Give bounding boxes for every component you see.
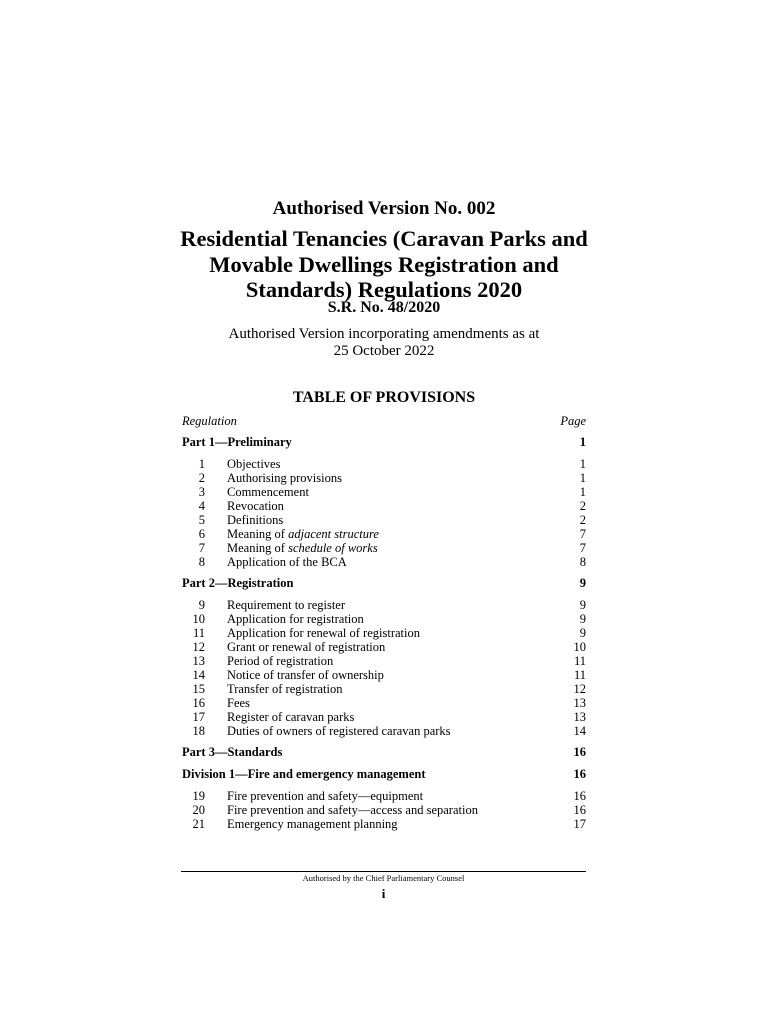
toc-part-2[interactable]: [182, 576, 586, 591]
page-number: 14: [573, 724, 586, 738]
regulation-number: 2: [198, 471, 205, 485]
toc-row[interactable]: [182, 555, 586, 569]
toc-row[interactable]: [182, 541, 586, 555]
title-line-2: Movable Dwellings Registration and: [209, 251, 559, 277]
regulation-title: Commencement: [227, 485, 309, 499]
regulation-title: Notice of transfer of ownership: [227, 668, 384, 682]
part-page: 9: [579, 576, 586, 590]
toc-row[interactable]: [182, 789, 586, 803]
toc-row[interactable]: [182, 527, 586, 541]
title-line-3: Standards) Regulations 2020: [245, 277, 523, 302]
regulation-title: Application for registration: [227, 612, 364, 626]
regulation-number: 5: [198, 513, 205, 527]
page-number: 1: [579, 457, 586, 471]
part-label: Part 1—Preliminary: [182, 435, 292, 449]
part-1-items: [182, 457, 586, 569]
sr-number: S.R. No. 48/2020: [327, 299, 441, 316]
regulation-title: Revocation: [227, 499, 284, 513]
regulation-title: Duties of owners of registered caravan parks: [227, 724, 451, 738]
page-number: 1: [579, 471, 586, 485]
regulation-number: 7: [198, 541, 205, 555]
regulation-number: 14: [192, 668, 205, 682]
title-prefix: Meaning of: [227, 527, 289, 541]
regulation-title: Definitions: [227, 513, 284, 527]
regulation-number: 17: [192, 710, 205, 724]
regulation-number: 6: [198, 527, 205, 541]
page-number: 8: [579, 555, 586, 569]
toc-part-1[interactable]: [182, 435, 586, 450]
defined-term: schedule of works: [288, 541, 378, 555]
page-number: 1: [579, 485, 586, 499]
toc-row[interactable]: [182, 640, 586, 654]
division-1-items: [182, 789, 586, 831]
toc-row[interactable]: [182, 612, 586, 626]
document-title: [0, 226, 768, 303]
regulation-number: 4: [198, 499, 205, 513]
toc-row[interactable]: [182, 668, 586, 682]
page-number: 10: [573, 640, 586, 654]
toc-row[interactable]: [182, 457, 586, 471]
toc-row[interactable]: [182, 682, 586, 696]
page-number: 9: [579, 598, 586, 612]
page-column-header: Page: [560, 414, 586, 428]
page-number: 7: [579, 527, 586, 541]
footer-divider: [181, 871, 586, 872]
page-number: 9: [579, 626, 586, 640]
regulation-title: Emergency management planning: [227, 817, 398, 831]
regulation-number: 19: [192, 789, 205, 803]
regulation-title: Application for renewal of registration: [227, 626, 420, 640]
toc-row[interactable]: [182, 696, 586, 710]
toc-row[interactable]: [182, 485, 586, 499]
regulation-title: [227, 541, 378, 555]
page-number: 2: [579, 499, 586, 513]
page-number: 2: [579, 513, 586, 527]
part-page: 16: [573, 745, 586, 759]
page-number: 12: [573, 682, 586, 696]
regulation-title: [227, 527, 379, 541]
defined-term: adjacent structure: [288, 527, 379, 541]
toc-row[interactable]: [182, 803, 586, 817]
regulation-title: Authorising provisions: [227, 471, 342, 485]
toc-row[interactable]: [182, 626, 586, 640]
table-of-provisions: [182, 414, 586, 831]
page-number: 16: [573, 803, 586, 817]
page-number-footer: i: [381, 886, 386, 901]
regulation-title: Fire prevention and safety—access and separation: [227, 803, 478, 817]
regulation-number: 8: [198, 555, 205, 569]
toc-row[interactable]: [182, 471, 586, 485]
division-page: 16: [573, 767, 586, 781]
toc-row[interactable]: [182, 724, 586, 738]
part-label: Part 3—Standards: [182, 745, 283, 759]
toc-row[interactable]: [182, 598, 586, 612]
regulation-column-header: Regulation: [182, 414, 237, 428]
regulation-number: 21: [192, 817, 205, 831]
toc-division-1[interactable]: [182, 767, 586, 782]
regulation-number: 1: [198, 457, 205, 471]
regulation-title: Register of caravan parks: [227, 710, 355, 724]
authorised-version: Authorised Version No. 002: [272, 198, 496, 219]
part-page: 1: [579, 435, 586, 449]
toc-heading: TABLE OF PROVISIONS: [292, 389, 476, 406]
toc-row[interactable]: [182, 513, 586, 527]
regulation-title: Application of the BCA: [227, 555, 347, 569]
regulation-title: Fees: [227, 696, 250, 710]
toc-column-headers: [182, 414, 586, 428]
toc-row[interactable]: [182, 654, 586, 668]
part-label: Part 2—Registration: [182, 576, 294, 590]
regulation-title: Requirement to register: [227, 598, 346, 612]
page-number: 13: [573, 710, 586, 724]
regulation-number: 12: [192, 640, 205, 654]
title-prefix: Meaning of: [227, 541, 289, 555]
regulation-title: Fire prevention and safety—equipment: [227, 789, 424, 803]
regulation-number: 10: [192, 612, 205, 626]
page-number: 11: [573, 654, 586, 668]
page-number: 13: [573, 696, 586, 710]
regulation-number: 15: [192, 682, 205, 696]
page-number: 9: [579, 612, 586, 626]
page-number: 17: [573, 817, 586, 831]
page-number: 11: [573, 668, 586, 682]
page-number: 7: [579, 541, 586, 555]
regulation-title: Transfer of registration: [227, 682, 343, 696]
page-number: 16: [573, 789, 586, 803]
regulation-number: 16: [192, 696, 205, 710]
footer-authorised-by: Authorised by the Chief Parliamentary Counsel: [302, 873, 465, 883]
regulation-number: 11: [192, 626, 205, 640]
toc-row[interactable]: [182, 710, 586, 724]
regulation-number: 20: [192, 803, 205, 817]
regulation-title: Objectives: [227, 457, 281, 471]
regulation-title: Period of registration: [227, 654, 334, 668]
incorporating-line-1: Authorised Version incorporating amendments as at: [228, 326, 540, 342]
incorporating-note: [0, 326, 768, 360]
incorporating-line-2: 25 October 2022: [333, 343, 435, 359]
regulation-number: 13: [192, 654, 205, 668]
regulation-title: Grant or renewal of registration: [227, 640, 386, 654]
regulation-number: 3: [198, 485, 205, 499]
toc-row[interactable]: [182, 499, 586, 513]
toc-row[interactable]: [182, 817, 586, 831]
regulation-number: 9: [198, 598, 205, 612]
regulation-number: 18: [192, 724, 205, 738]
division-label: Division 1—Fire and emergency management: [182, 767, 426, 781]
toc-part-3[interactable]: [182, 745, 586, 760]
part-2-items: [182, 598, 586, 738]
title-line-1: Residential Tenancies (Caravan Parks and: [180, 226, 588, 251]
